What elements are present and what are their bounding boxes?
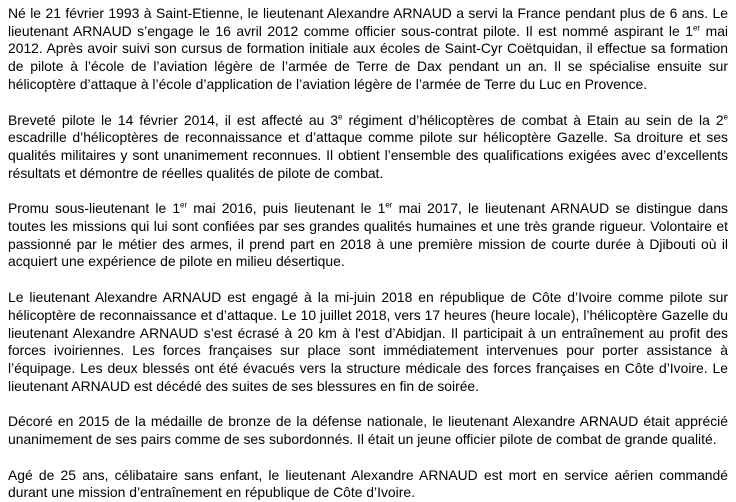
paragraph-text: Promu sous-lieutenant le 1 (8, 200, 181, 217)
ordinal-superscript: er (692, 23, 701, 33)
paragraph-text: mai 2017, le lieutenant ARNAUD se distingue dans toutes les missions qui lui sont confiées par ses grandes qualités humaines et une très grande rigueur. Volontaire et passionné par le métier des armes, il prend part en 2018 à une première mission de courte durée à Djibouti où il acquiert une expérience de pilote en milieu désertique. (8, 200, 728, 270)
paragraph-text: mai 2016, puis lieutenant le 1 (187, 200, 386, 217)
ordinal-superscript: e (338, 111, 343, 121)
paragraph-text: escadrille d’hélicoptères de reconnaissance et d’attaque comme pilote sur hélicoptère Gazelle. Sa droiture et ses qualités militaires y sont unanimement reconnues. Il obtient l’ensemble des qualifications exigées avec d’excellents résultats et démontre de réelles qualités de pilote de combat. (8, 129, 728, 181)
paragraph-decoration (8, 413, 728, 448)
paragraph-birth-and-training (8, 5, 728, 94)
ordinal-superscript: e (723, 111, 728, 121)
paragraph-text: Breveté pilote le 14 février 2014, il est affecté au 3 (8, 111, 339, 128)
paragraph-pilot-assignment (8, 112, 728, 183)
paragraph-ivory-coast-crash (8, 289, 728, 395)
paragraph-conclusion (8, 467, 728, 502)
paragraph-text: régiment d’hélicoptères de combat à Etain au sein de la 2 (342, 111, 724, 128)
document-body (8, 5, 728, 502)
ordinal-superscript: er (385, 200, 393, 210)
paragraph-text: Le lieutenant Alexandre ARNAUD est engagé à la mi-juin 2018 en république de Côte d’Ivoire comme pilote sur hélicoptère de reconnaissance et d’attaque. Le 10 juillet 2018, vers 17 heures (heure locale), l’hélicoptère Gazelle du lieutenant Alexandre ARNAUD s’est écrasé à 20 km à l'est d’Abidjan. Il participait à un entraînement au profit des forces ivoiriennes. Les forces françaises sur place sont immédiatement intervenues pour porter assistance à l’équipage. Les deux blessés ont été évacués vers la structure médicale des forces françaises en Côte d’Ivoire. Le lieutenant ARNAUD est décédé des suites de ses blessures en fin de soirée. (8, 289, 728, 394)
ordinal-superscript: er (180, 200, 188, 210)
paragraph-promotions (8, 200, 728, 271)
paragraph-text: Décoré en 2015 de la médaille de bronze de la défense nationale, le lieutenant Alexandre ARNAUD était apprécié unanimement de ses pairs comme de ses subordonnés. Il était un jeune officier pilote de combat de grande qualité. (8, 413, 728, 448)
paragraph-text: Agé de 25 ans, célibataire sans enfant, le lieutenant Alexandre ARNAUD est mort en service aérien commandé durant une mission d’entraînement en république de Côte d’Ivoire. (8, 466, 728, 501)
paragraph-text: mai 2012. Après avoir suivi son cursus de formation initiale aux écoles de Saint-Cyr Coëtquidan, il effectue sa formation de pilote à l’école de l’aviation légère de l’armée de Terre de Dax pendant un an. Il se spécialise ensuite sur hélicoptère d’attaque à l’école d’application de l’aviation légère de l’armée de Terre du Luc en Provence. (8, 22, 728, 92)
paragraph-text: Né le 21 février 1993 à Saint-Etienne, le lieutenant Alexandre ARNAUD a servi la France pendant plus de 6 ans. Le lieutenant ARNAUD s’engage le 16 avril 2012 comme officier sous-contrat pilote. Il est nommé aspirant le 1 (8, 5, 728, 39)
